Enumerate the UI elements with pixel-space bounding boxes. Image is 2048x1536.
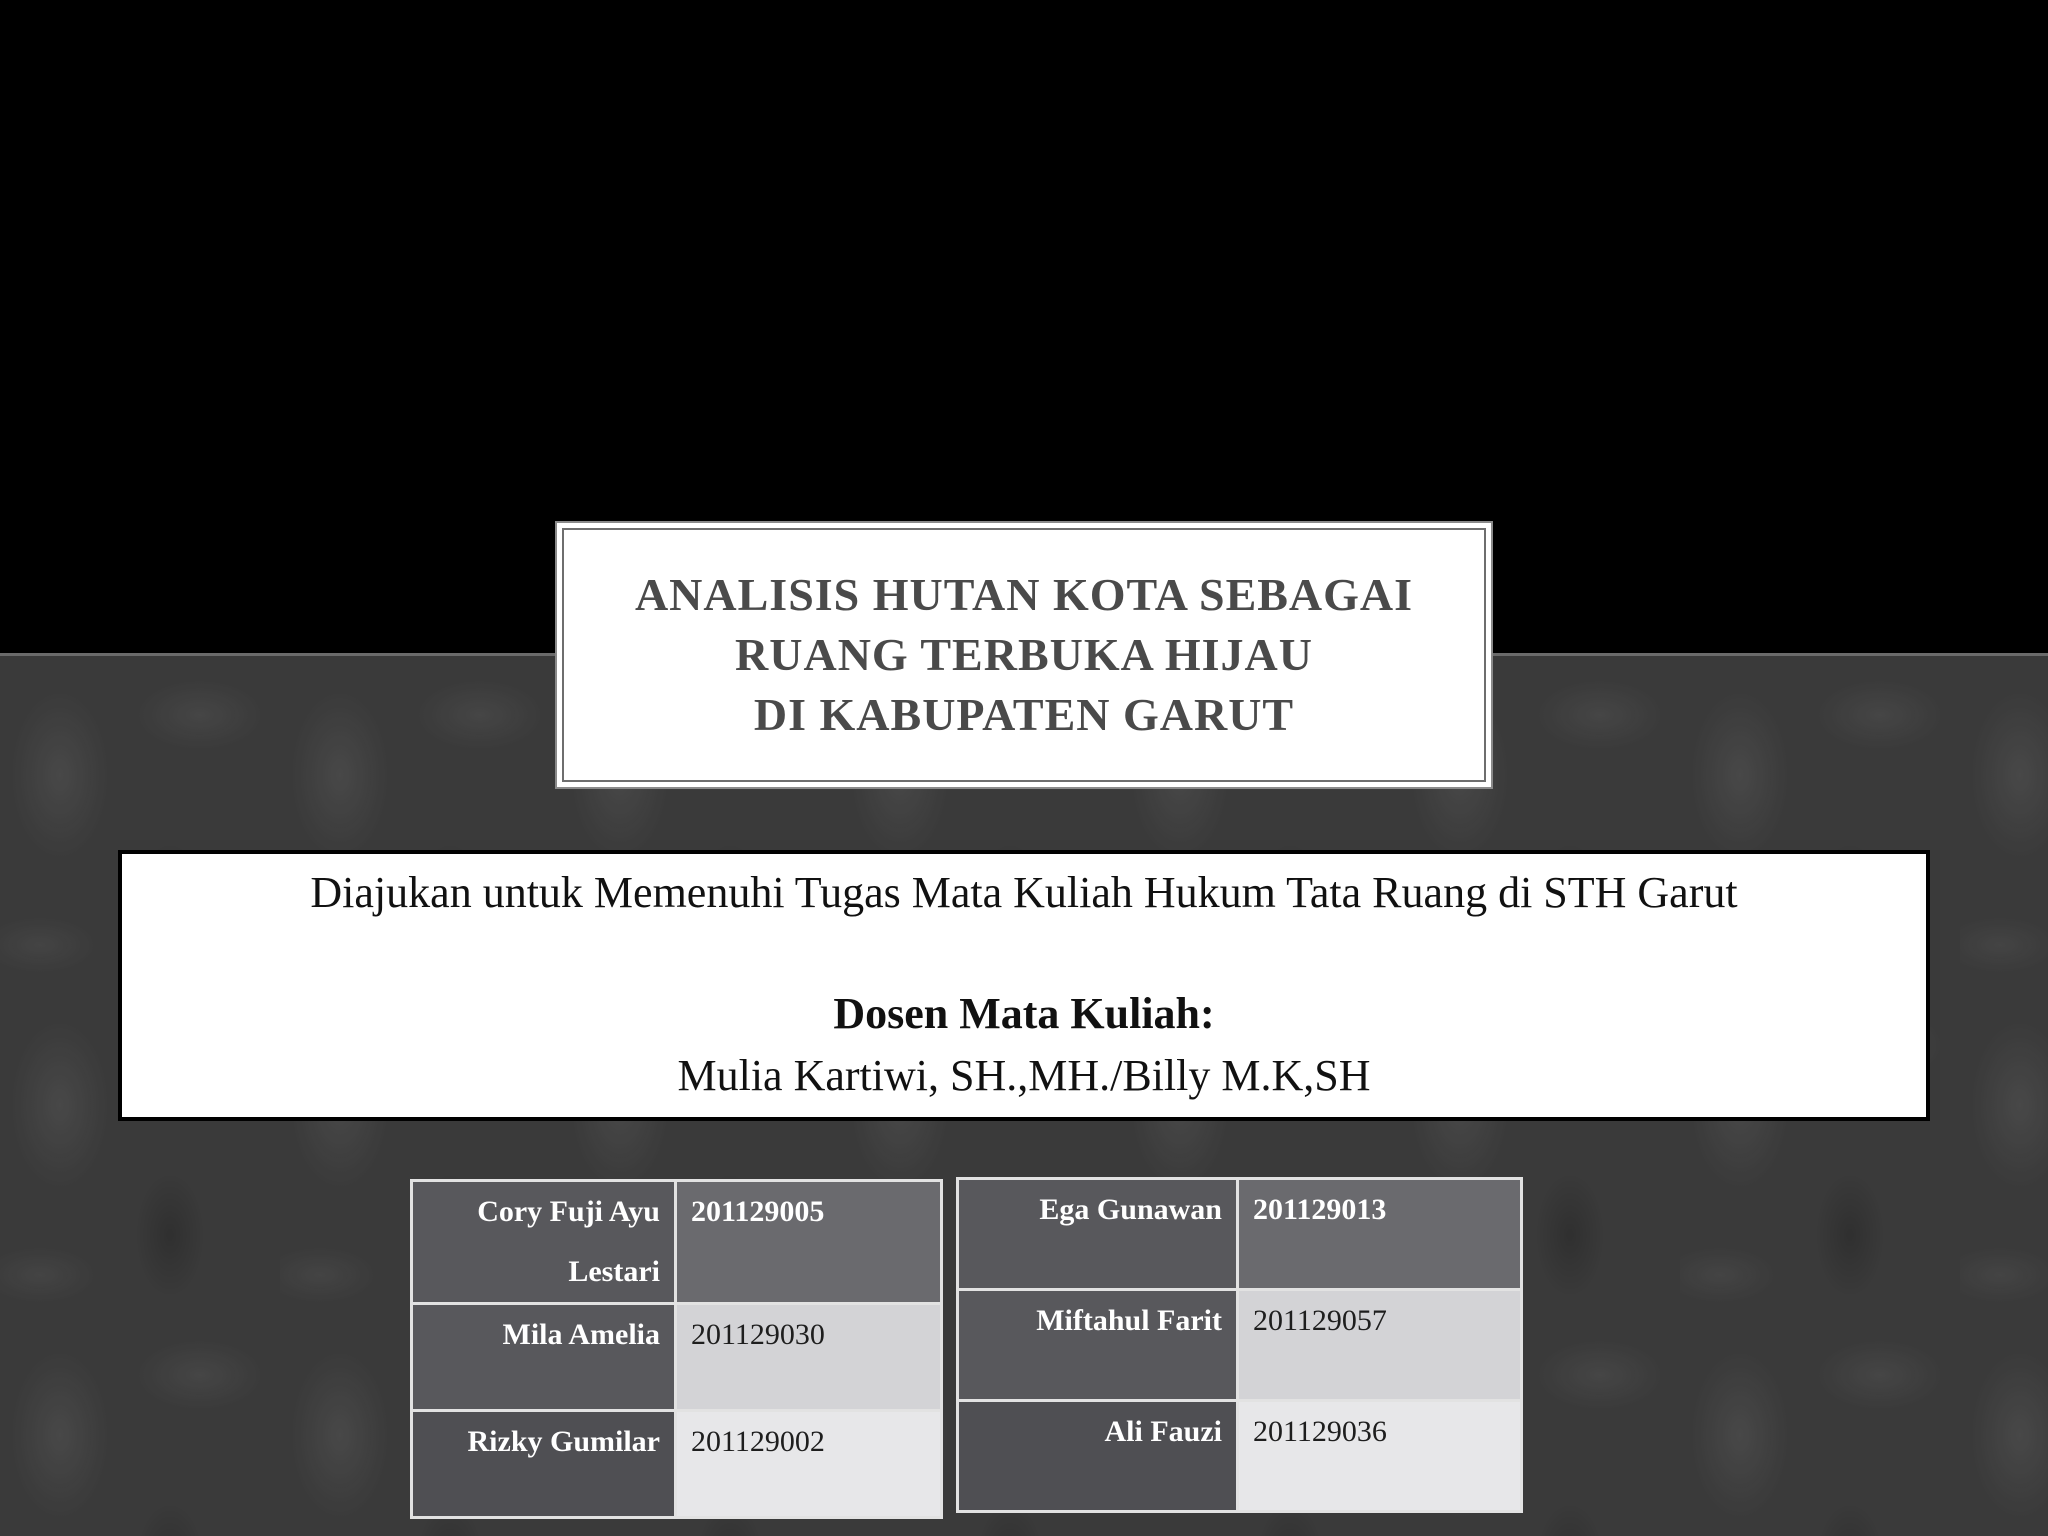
table-row: [412, 1411, 942, 1518]
member-nim: 201129002: [676, 1411, 942, 1518]
member-nim: 201129057: [1238, 1290, 1522, 1401]
member-name: Cory Fuji Ayu Lestari: [412, 1181, 676, 1304]
members-table-left: [410, 1179, 943, 1519]
member-name: Mila Amelia: [412, 1304, 676, 1411]
members-table-right: [956, 1177, 1523, 1513]
title-inner-frame: [562, 528, 1486, 782]
member-nim: 201129005: [676, 1181, 942, 1304]
member-name: Rizky Gumilar: [412, 1411, 676, 1518]
title-line-3: DI KABUPATEN GARUT: [753, 689, 1295, 740]
title-box: [555, 521, 1493, 789]
member-nim: 201129013: [1238, 1179, 1522, 1290]
lecturer-names: Mulia Kartiwi, SH.,MH./Billy M.K,SH: [677, 1051, 1371, 1100]
table-row: [958, 1179, 1522, 1290]
member-name: Miftahul Farit: [958, 1290, 1238, 1401]
lecturer-heading: Dosen Mata Kuliah:: [833, 989, 1215, 1038]
subtitle-box: [118, 850, 1930, 1121]
course-purpose-text: Diajukan untuk Memenuhi Tugas Mata Kuliah Hukum Tata Ruang di STH Garut: [310, 868, 1738, 917]
member-name: Ali Fauzi: [958, 1401, 1238, 1512]
title-line-2: RUANG TERBUKA HIJAU: [735, 629, 1313, 680]
member-nim: 201129036: [1238, 1401, 1522, 1512]
member-name: Ega Gunawan: [958, 1179, 1238, 1290]
title-line-1: ANALISIS HUTAN KOTA SEBAGAI: [634, 569, 1414, 620]
table-row: [412, 1304, 942, 1411]
table-row: [412, 1181, 942, 1304]
table-row: [958, 1290, 1522, 1401]
member-nim: 201129030: [676, 1304, 942, 1411]
table-row: [958, 1401, 1522, 1512]
